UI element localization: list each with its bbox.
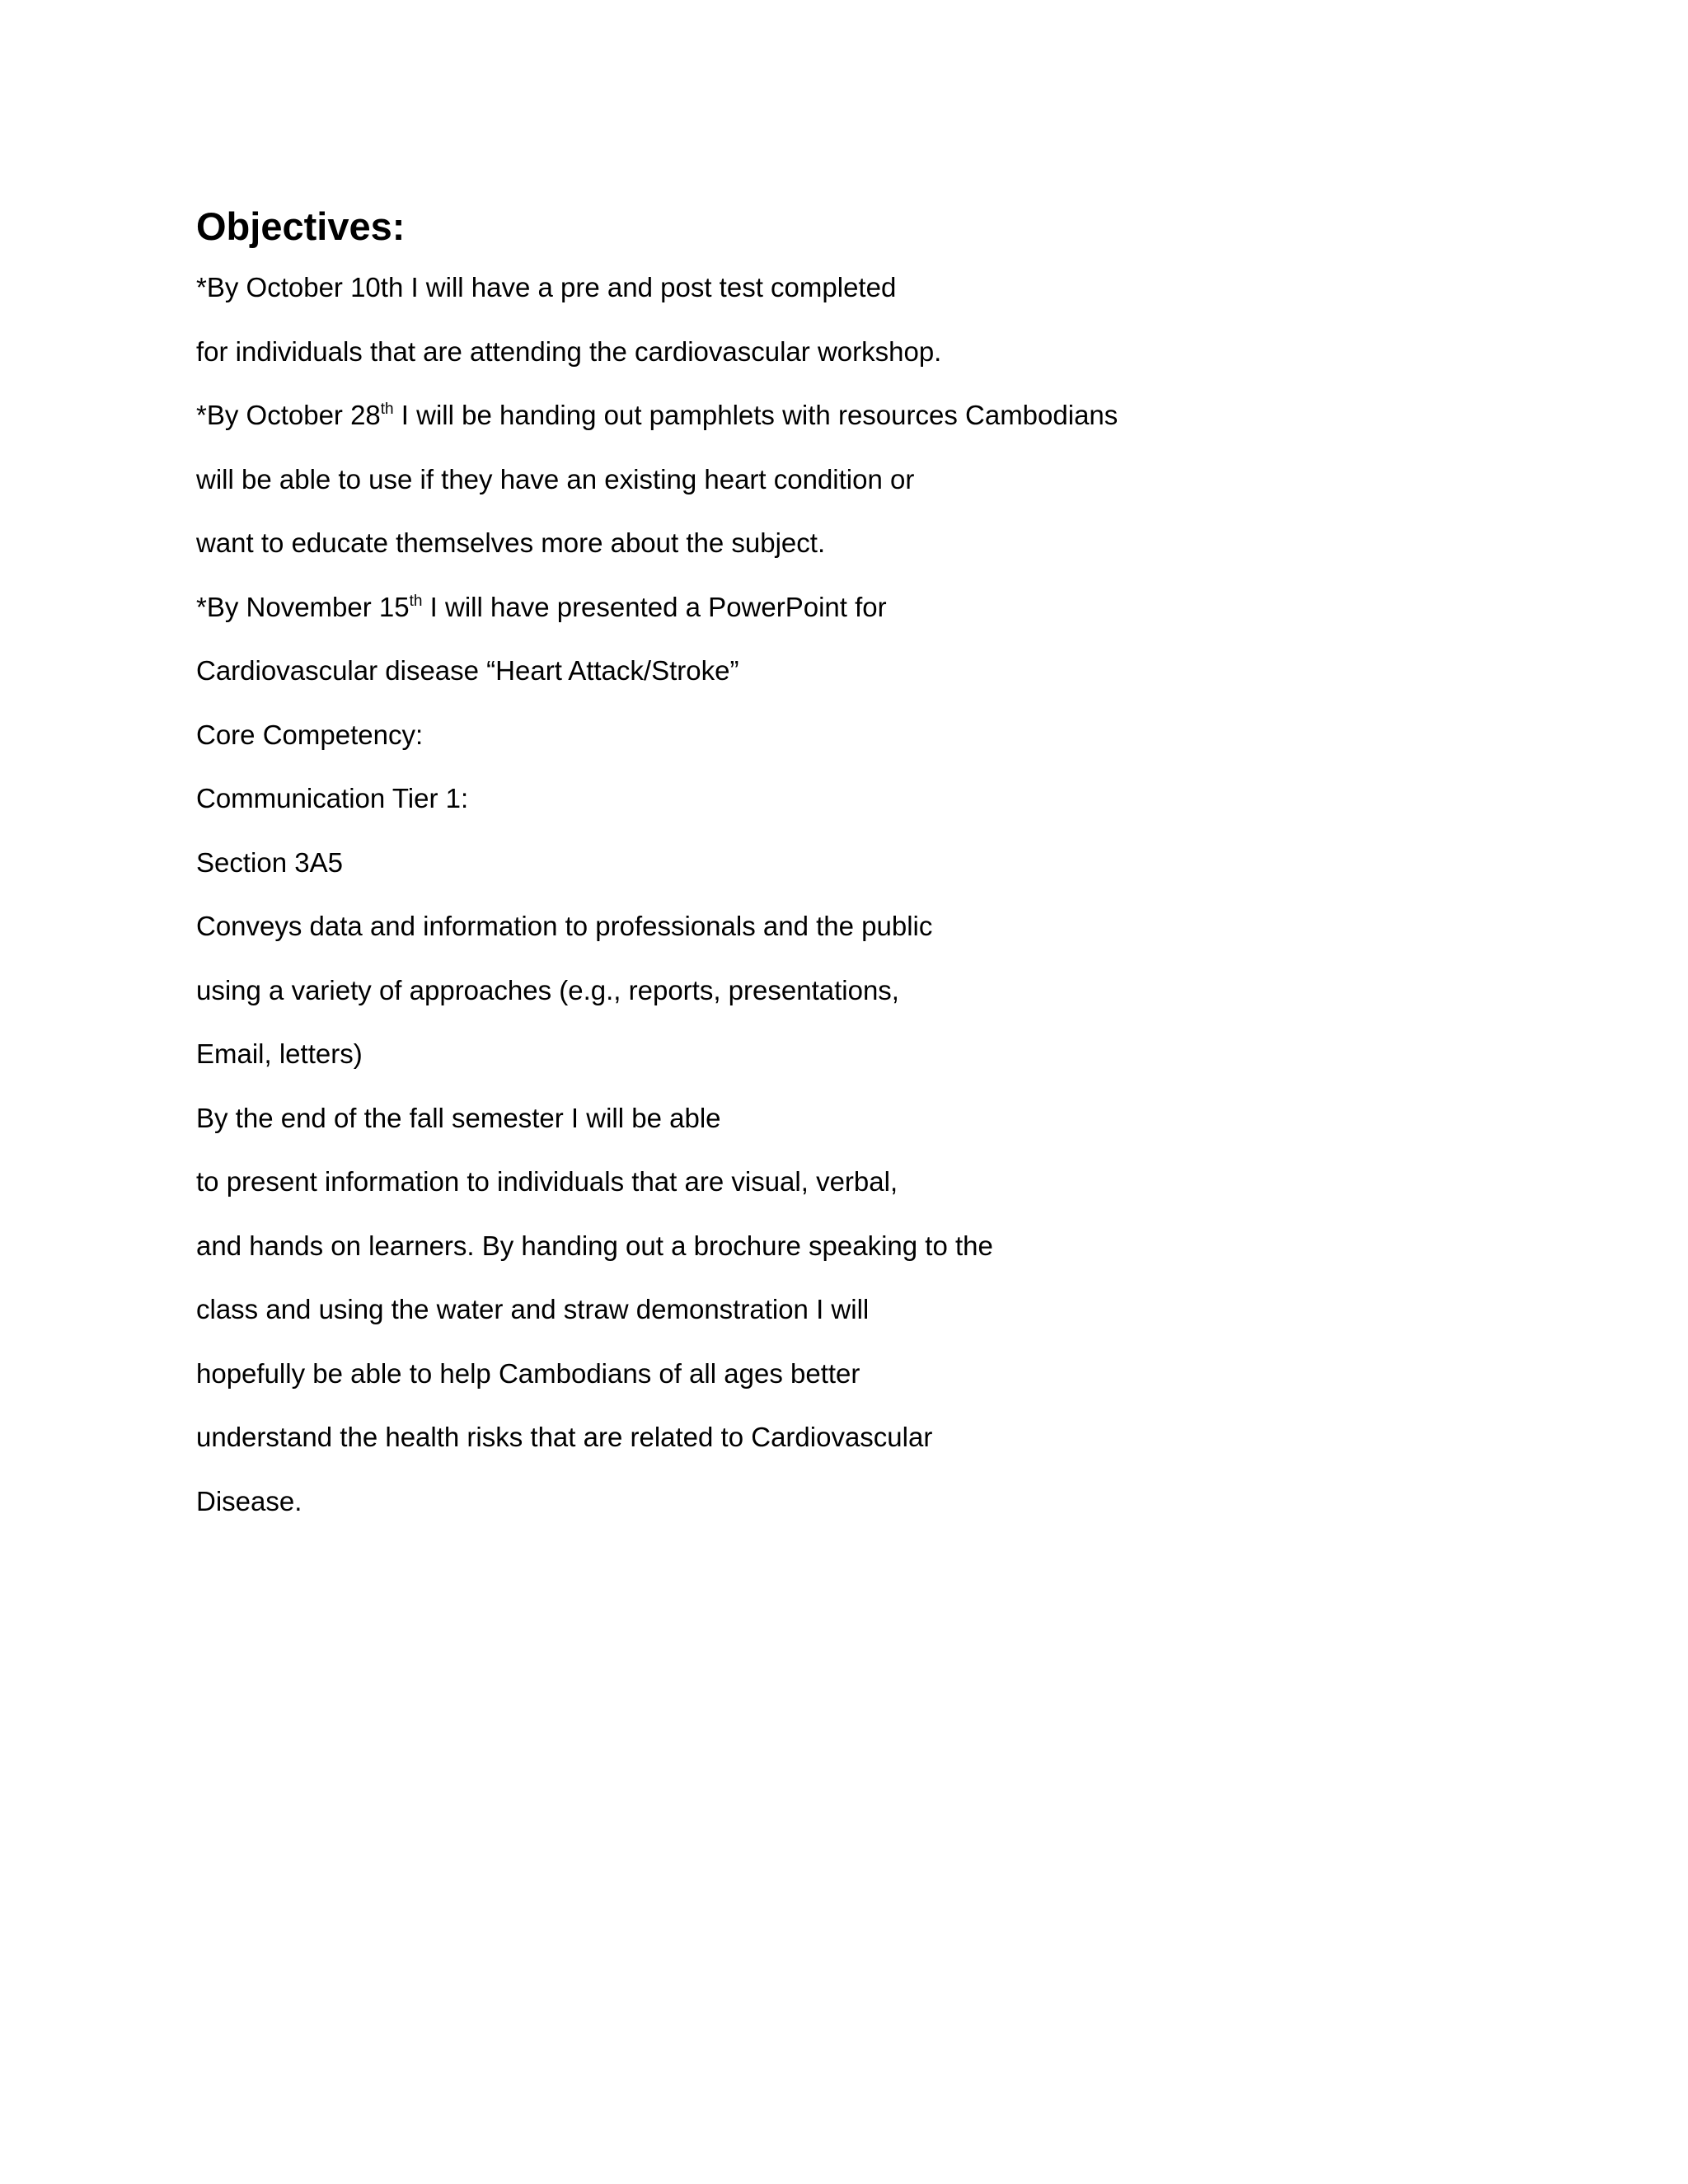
objective-line-3-superscript: th: [380, 401, 394, 418]
objective-line-6-text-end: I will have presented a PowerPoint for: [422, 591, 887, 622]
closing-paragraph-line-7: [196, 1469, 1432, 1534]
section-text: Section 3A5: [196, 846, 343, 878]
closing-paragraph-text-6: understand the health risks that are related to Cardiovascular: [196, 1422, 933, 1452]
communication-tier-line: [196, 766, 1432, 831]
competency-description-line-2: [196, 958, 1432, 1023]
closing-paragraph-text-3: and hands on learners. By handing out a brochure speaking to the: [196, 1230, 993, 1261]
objective-line-6-text-start: *By November 15: [196, 591, 410, 622]
closing-paragraph-text-5: hopefully be able to help Cambodians of all ages better: [196, 1357, 860, 1389]
document-body: [196, 198, 1432, 1533]
competency-description-text-2: using a variety of approaches (e.g., reports, presentations,: [196, 974, 899, 1005]
objective-line-7: [196, 639, 1432, 703]
objective-line-1-text: *By October 10th I will have a pre and post test completed: [196, 272, 897, 302]
closing-paragraph-line-3: [196, 1214, 1432, 1278]
objective-line-2-text: for individuals that are attending the cardiovascular workshop.: [196, 335, 942, 367]
objectives-heading: Objectives:: [196, 204, 406, 248]
objective-line-6-superscript: th: [409, 592, 423, 610]
objective-line-6: [196, 575, 1432, 640]
closing-paragraph-line-4: [196, 1277, 1432, 1342]
objective-line-3-text-end: I will be handing out pamphlets with resources Cambodians: [393, 400, 1118, 430]
section-line: [196, 831, 1432, 895]
objective-line-7-text: Cardiovascular disease “Heart Attack/Stroke”: [196, 655, 739, 686]
competency-description-text-1: Conveys data and information to professionals and the public: [196, 911, 933, 941]
core-competency-line: [196, 703, 1432, 767]
objective-line-2: [196, 320, 1432, 384]
closing-paragraph-text-7: Disease.: [196, 1485, 302, 1516]
objective-line-1: [196, 255, 1432, 320]
closing-paragraph-text-2: to present information to individuals that are visual, verbal,: [196, 1166, 898, 1197]
objective-line-3: [196, 383, 1432, 448]
closing-paragraph-line-5: [196, 1342, 1432, 1406]
objective-line-4: [196, 448, 1432, 512]
closing-paragraph-line-2: [196, 1150, 1432, 1214]
objective-line-5-text: want to educate themselves more about the subject.: [196, 527, 826, 558]
objective-line-4-text: will be able to use if they have an existing heart condition or: [196, 463, 915, 494]
competency-description-line-1: [196, 894, 1432, 958]
closing-paragraph-line-6: [196, 1405, 1432, 1469]
closing-paragraph-text-1: By the end of the fall semester I will be able: [196, 1102, 721, 1133]
core-competency-text: Core Competency:: [196, 719, 424, 750]
communication-tier-text: Communication Tier 1:: [196, 783, 469, 813]
objective-line-3-text-start: *By October 28: [196, 400, 381, 430]
closing-paragraph-text-4: class and using the water and straw demonstration I will: [196, 1294, 870, 1324]
competency-description-text-3: Email, letters): [196, 1038, 363, 1069]
competency-description-line-3: [196, 1022, 1432, 1086]
objective-line-5: [196, 511, 1432, 575]
closing-paragraph-line-1: [196, 1086, 1432, 1151]
